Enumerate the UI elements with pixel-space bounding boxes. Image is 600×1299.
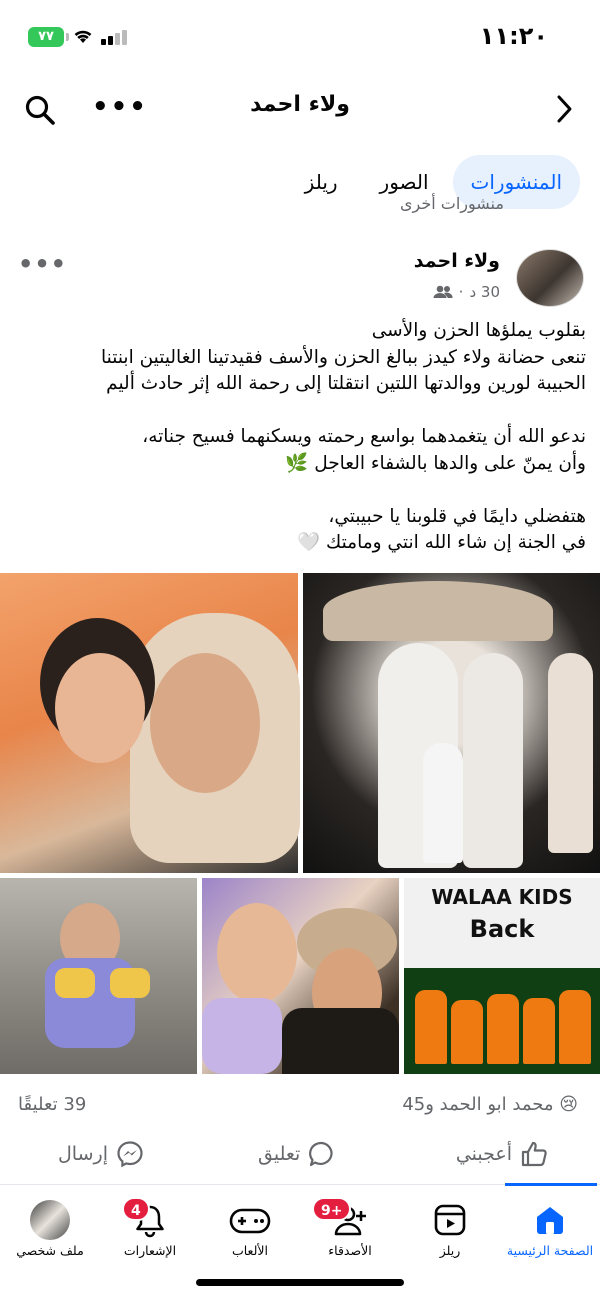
page-title: ولاء احمد — [250, 92, 350, 117]
nav-home[interactable] — [500, 1197, 600, 1258]
comment-icon — [308, 1140, 336, 1168]
comment-label: تعليق — [258, 1143, 301, 1165]
post-photo-3[interactable] — [0, 878, 197, 1074]
post-line: الحبيبة لورين ووالدتها اللتين انتقلتا إلى رحمة الله إثر حادث أليم — [106, 373, 586, 394]
comment-button[interactable] — [258, 1140, 336, 1168]
more-options-icon[interactable]: ••• — [92, 92, 148, 122]
children-group — [410, 974, 596, 1064]
sad-reaction-icon: 😢 — [559, 1094, 578, 1115]
battery-indicator: ٧٧ — [28, 27, 64, 47]
home-icon — [533, 1203, 567, 1237]
home-indicator — [196, 1279, 404, 1286]
post-meta — [433, 283, 500, 301]
notifications-badge: 4 — [122, 1197, 150, 1221]
back-chevron-icon[interactable] — [554, 94, 574, 124]
tab-posts[interactable]: المنشورات — [453, 155, 580, 209]
cut-off-label: منشورات أخرى — [400, 194, 504, 213]
post-line: وأن يمنّ على والدها بالشفاء العاجل 🌿 — [285, 452, 586, 474]
nav-label: الإشعارات — [123, 1243, 177, 1258]
post-line: تنعى حضانة ولاء كيدز ببالغ الحزن والأسف فقيدتينا الغاليتين ابنتنا — [101, 346, 586, 368]
photo-banner — [404, 878, 600, 968]
nav-friends[interactable] — [300, 1197, 400, 1258]
post-text — [16, 318, 586, 557]
gaming-icon — [228, 1203, 272, 1237]
nav-label: ملف شخصي — [16, 1243, 84, 1258]
banner-line-2: Back — [469, 915, 535, 943]
nav-reels[interactable] — [400, 1197, 500, 1258]
friends-badge: 9+ — [312, 1197, 351, 1221]
post-actions — [0, 1140, 600, 1180]
post-line: ندعو الله أن يتغمدهما بواسع رحمته ويسكنهما فسيح جناته، — [142, 426, 586, 447]
banner-line-1: WALAA KIDS — [431, 885, 573, 909]
post-more-icon[interactable]: ••• — [18, 250, 68, 278]
blank-line — [16, 398, 586, 425]
post-author[interactable]: ولاء احمد — [413, 250, 500, 272]
like-icon — [520, 1140, 548, 1168]
like-button[interactable] — [456, 1140, 548, 1168]
nav-profile[interactable] — [0, 1197, 100, 1258]
signal-icon — [101, 29, 129, 45]
nav-gaming[interactable] — [200, 1197, 300, 1258]
post-line: بقلوب يملؤها الحزن والأسى — [371, 320, 586, 341]
messenger-icon — [116, 1140, 144, 1168]
cut-off-text — [400, 194, 570, 226]
post-photo-5[interactable] — [404, 878, 600, 1074]
post-line: في الجنة إن شاء الله انتي ومامتك 🤍 — [297, 532, 586, 553]
wifi-icon — [72, 27, 94, 45]
like-label: أعجبني — [455, 1143, 512, 1165]
blank-line — [16, 477, 586, 504]
nav-notifications[interactable] — [100, 1197, 200, 1258]
tab-photos[interactable]: الصور — [379, 170, 429, 194]
friends-audience-icon — [433, 285, 453, 299]
tab-reels[interactable]: ريلز — [304, 170, 338, 194]
reactions-text: محمد ابو الحمد و45 — [402, 1094, 554, 1115]
nav-label: الأصدقاء — [328, 1243, 372, 1258]
active-tab-indicator — [505, 1183, 597, 1186]
nav-label: الألعاب — [231, 1243, 269, 1258]
post-photo-4[interactable] — [202, 878, 399, 1074]
post-line: هتفضلي دايمًا في قلوبنا يا حبيبتي، — [328, 505, 586, 527]
dot-separator: · — [458, 283, 464, 301]
profile-avatar — [30, 1200, 70, 1240]
nav-label: ريلز — [439, 1243, 461, 1258]
send-label: إرسال — [58, 1143, 108, 1165]
post-time[interactable]: 30 د — [469, 283, 500, 301]
status-time: ١١:٢٠ — [479, 22, 548, 50]
post-photo-2[interactable] — [303, 573, 600, 873]
status-bar — [0, 0, 600, 70]
reels-icon — [433, 1203, 467, 1237]
comments-count[interactable]: 39 تعليقًا — [18, 1094, 87, 1115]
nav-label: الصفحة الرئيسية — [506, 1243, 594, 1258]
reactions-summary[interactable] — [402, 1094, 578, 1115]
post-photo-1[interactable] — [0, 573, 298, 873]
send-button[interactable] — [58, 1140, 144, 1168]
author-avatar[interactable] — [516, 249, 584, 307]
